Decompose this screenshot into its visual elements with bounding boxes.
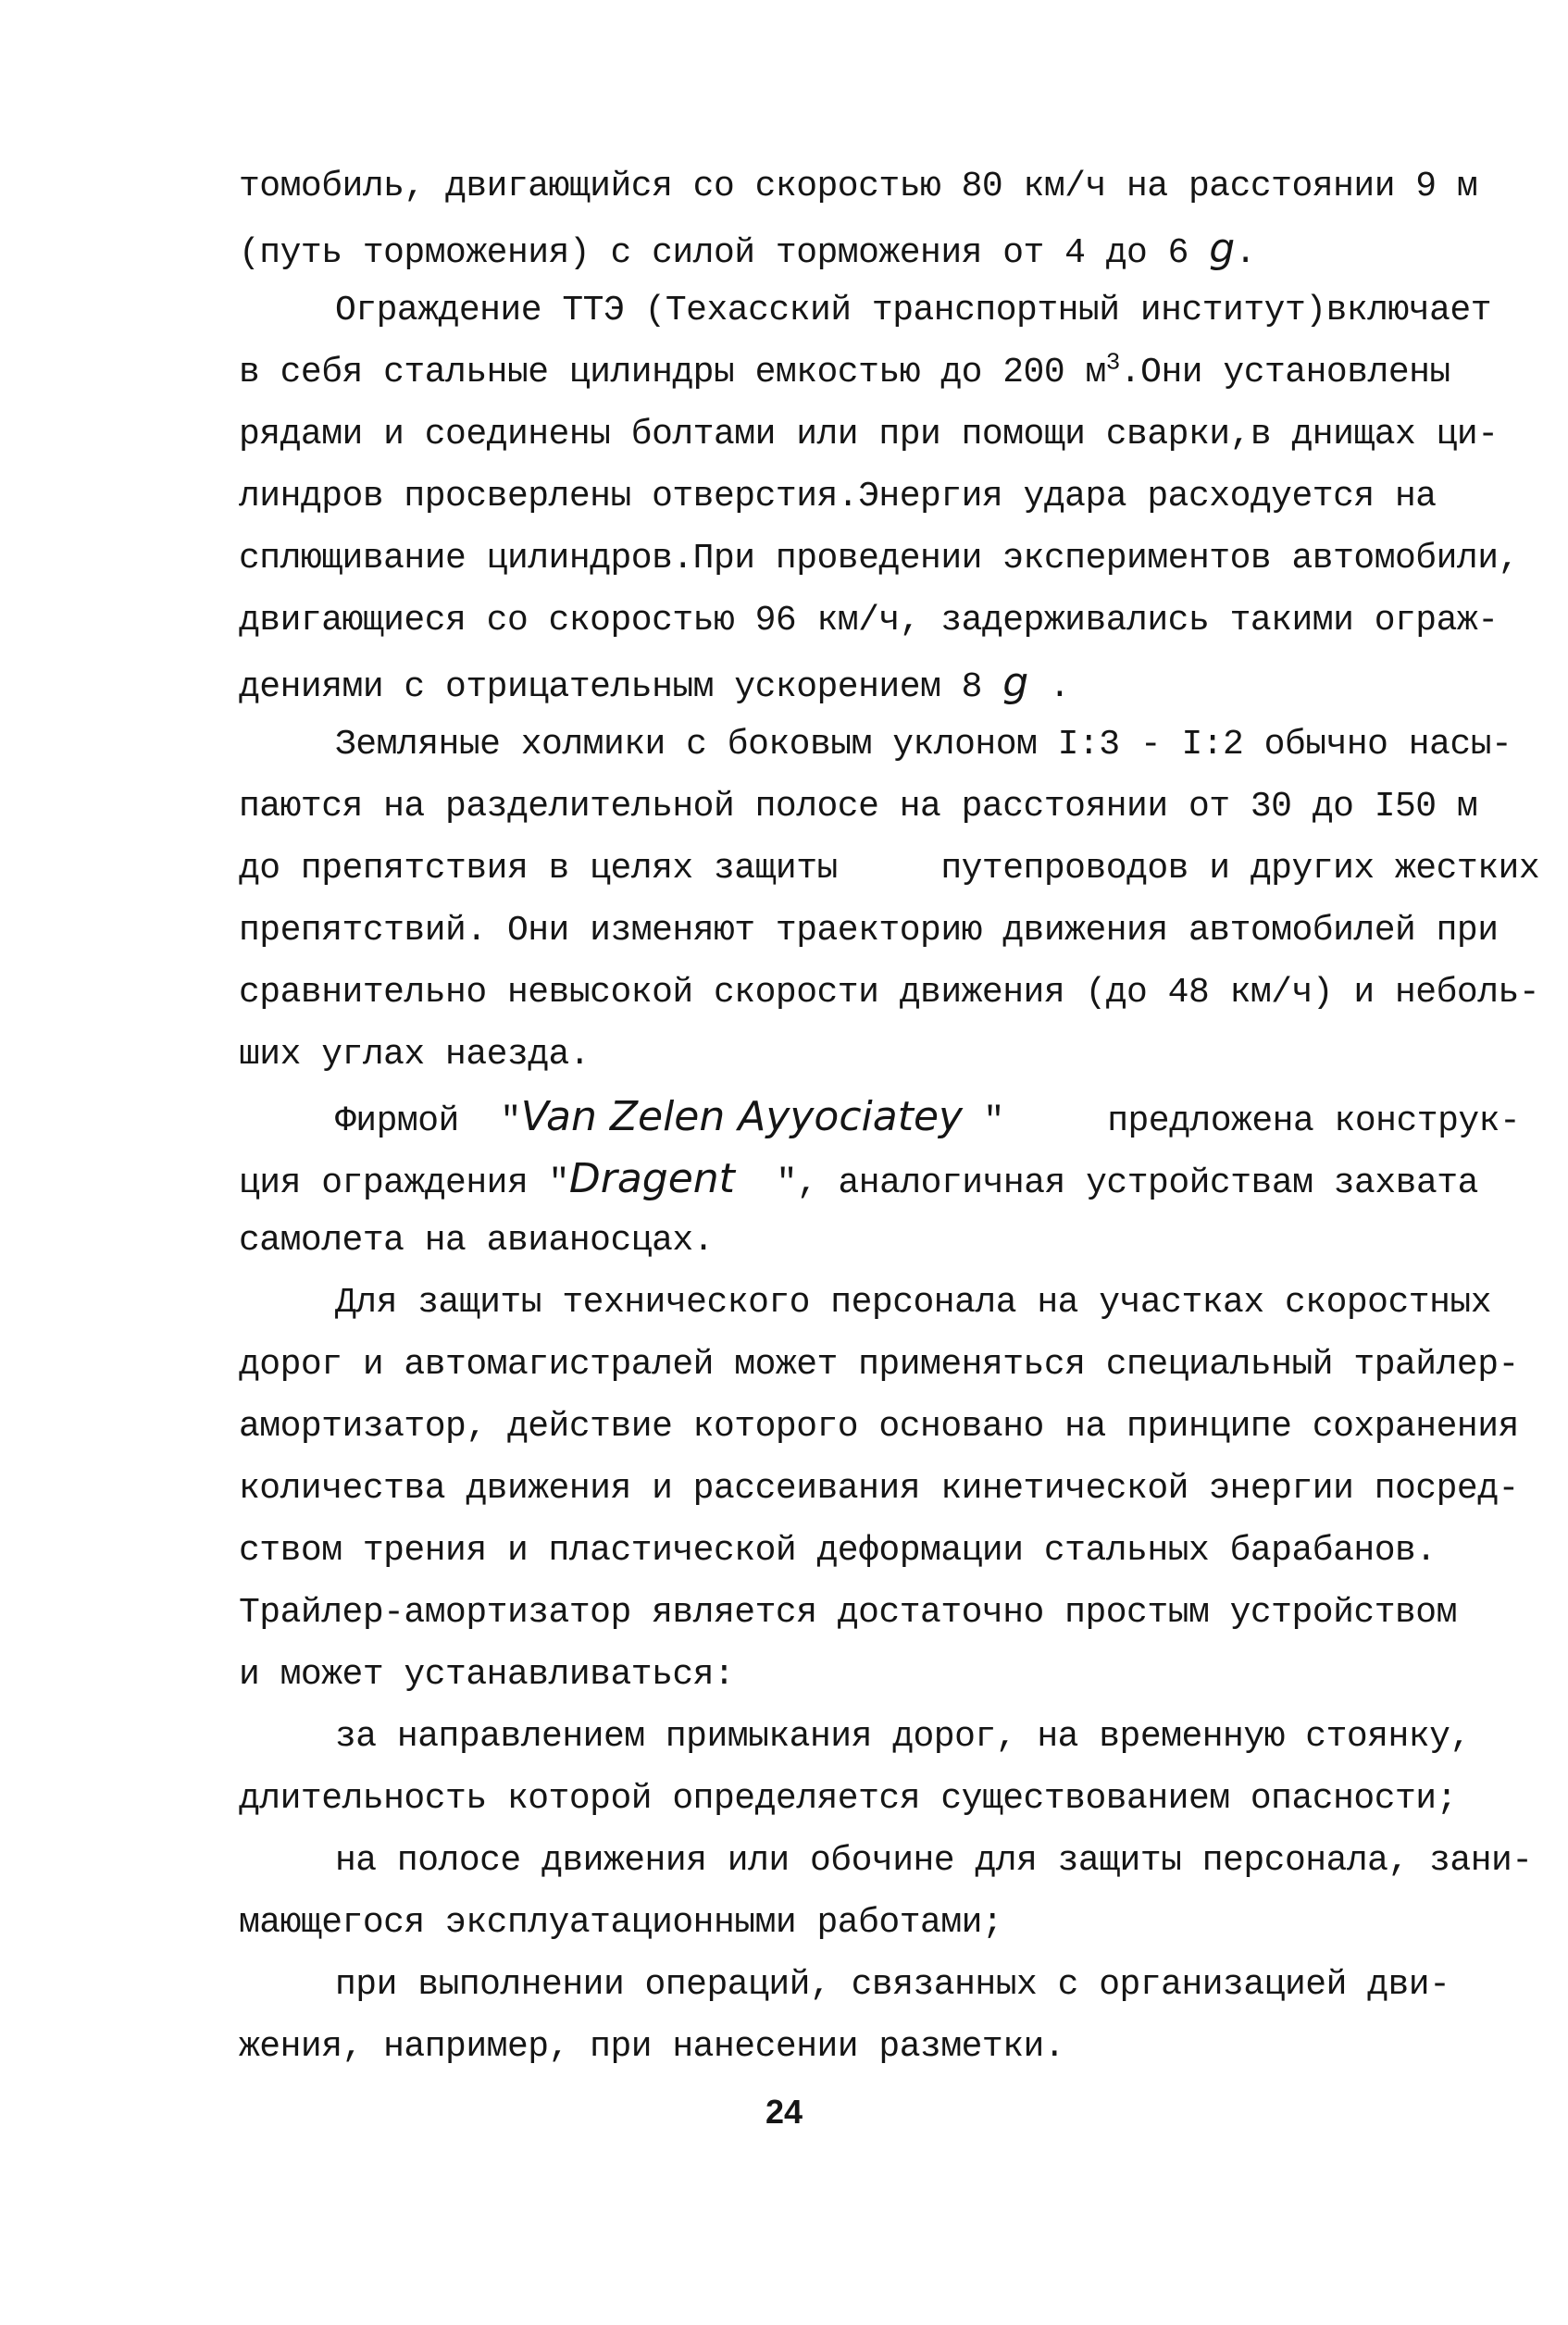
text-line-12: до препятствия в целях защиты путепроводов и других жестких — [239, 849, 1540, 889]
text-line-1: томобиль, двигающийся со скоростью 80 км/ч на расстоянии 9 м — [239, 167, 1478, 206]
text-line-16: Фирмой "Van Zelen Ayyociatey " предложена конструк- — [335, 1093, 1521, 1141]
system-name: Dragent — [568, 1155, 735, 1202]
text-line-22: количества движения и рассеивания кинетической энергии посред- — [239, 1469, 1519, 1509]
text-line-15: ших углах наезда. — [239, 1035, 591, 1075]
text-line-29: мающегося эксплуатационными работами; — [239, 1903, 1003, 1943]
page-number: 24 — [765, 2093, 803, 2131]
text-line-27: длительность которой определяется существованием опасности; — [239, 1779, 1457, 1819]
text-line-2: (путь торможения) с силой торможения от 4 до 6 g. — [239, 225, 1256, 273]
text-line-23: ством трения и пластической деформации стальных барабанов. — [239, 1531, 1437, 1571]
text-line-14: сравнительно невысокой скорости движения (до 48 км/ч) и неболь- — [239, 973, 1540, 1013]
text-line-20: дорог и автомагистралей может применяться специальный трайлер- — [239, 1345, 1519, 1385]
text-line-11: паются на разделительной полосе на расстоянии от 30 до I50 м — [239, 787, 1478, 827]
text-line-21: амортизатор, действие которого основано на принципе сохранения — [239, 1407, 1519, 1447]
text-line-18: самолета на авианосцах. — [239, 1221, 714, 1261]
text-line-9: дениями с отрицательным ускорением 8 g . — [239, 659, 1070, 707]
text-line-4: в себя стальные цилиндры емкостью до 200 $м^3.Они$ установлены — [239, 348, 1450, 392]
text-line-30: при выполнении операций, связанных с организацией дви- — [335, 1965, 1450, 2005]
firm-name: Van Zelen Ayyociatey — [520, 1093, 964, 1140]
text-line-6: линдров просверлены отверстия.Энергия удара расходуется на — [239, 477, 1437, 516]
text-line-25: и может устанавливаться: — [239, 1655, 735, 1695]
text-line-7: сплющивание цилиндров.При проведении экспериментов автомобили, — [239, 539, 1519, 578]
text-line-28: на полосе движения или обочине для защиты персонала, зани- — [335, 1841, 1533, 1881]
text-line-3: Ограждение ТТЭ (Техасский транспортный институт)включает — [335, 291, 1492, 330]
text-line-8: двигающиеся со скоростью 96 км/ч, задерживались такими ограж- — [239, 601, 1499, 640]
text-line-10: Земляные холмики с боковым уклоном I:3 - I:2 обычно насы- — [335, 725, 1512, 765]
text-line-5: рядами и соединены болтами или при помощи сварки,в днищах ци- — [239, 415, 1499, 454]
text-line-31: жения, например, при нанесении разметки. — [239, 2027, 1065, 2067]
text-line-26: за направлением примыкания дорог, на временную стоянку, — [335, 1717, 1471, 1757]
g-unit: g — [1002, 659, 1029, 706]
body-text — [239, 155, 1540, 2078]
g-unit: g — [1209, 225, 1236, 272]
text-line-24: Трайлер-амортизатор является достаточно простым устройством — [239, 1593, 1457, 1633]
text-line-17: ция ограждения "Dragent ", аналогичная устройствам захвата — [239, 1155, 1478, 1203]
cube-superscript: 3 — [1105, 348, 1120, 377]
text-line-19: Для защиты технического персонала на участках скоростных — [335, 1283, 1492, 1323]
text-line-13: препятствий. Они изменяют траекторию движения автомобилей при — [239, 911, 1499, 951]
